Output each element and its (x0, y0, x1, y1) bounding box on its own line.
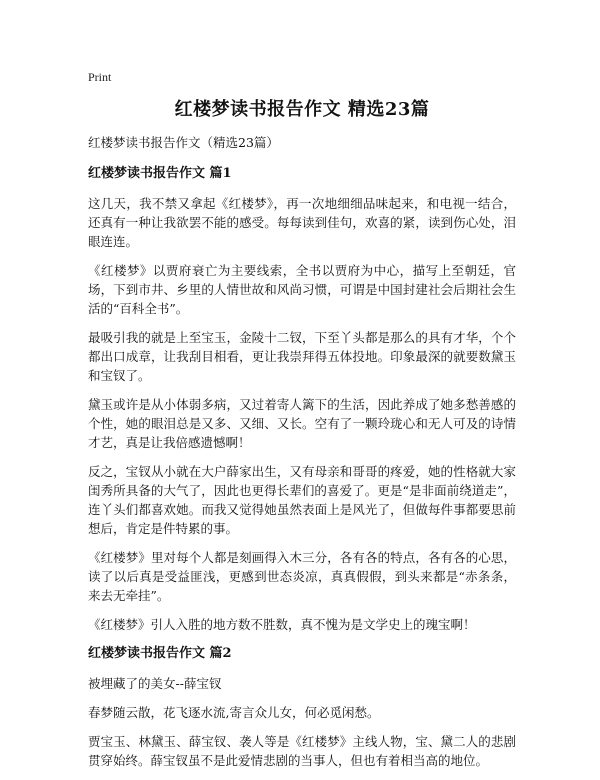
paragraph: 《红楼梦》以贾府衰亡为主要线索，全书以贾府为中心，描写上至朝廷，官场，下到市井、乡里的人情世故和风尚习惯，可谓是中国封建社会后期社会生活的“百科全书”。 (88, 263, 516, 316)
paragraph: 春梦随云散，花飞逐水流,寄言众儿女，何必觅闲愁。 (88, 705, 380, 720)
paragraph: 最吸引我的就是上至宝玉，金陵十二钗，下至丫头都是那么的具有才华，个个都出口成章，让我刮目相看，更让我崇拜得五体投地。印象最深的就要数黛玉和宝钗了。 (88, 330, 516, 383)
print-link[interactable]: Print (88, 70, 112, 84)
paragraph: 《红楼梦》引人入胜的地方数不胜数，真不愧为是文学史上的瑰宝啊！ (88, 617, 476, 632)
paragraph: 《红楼梦》里对每个人都是刻画得入木三分，各有各的特点，各有各的心思，读了以后真是受益匪浅，更感到世态炎凉，真真假假，到头来都是“赤条条，来去无牵挂”。 (88, 550, 516, 603)
document-title: 红楼梦读书报告作文 精选23篇 (174, 99, 430, 120)
document-page (88, 68, 516, 780)
section-heading: 红楼梦读书报告作文 篇2 (88, 646, 232, 661)
section-heading: 红楼梦读书报告作文 篇1 (88, 166, 232, 181)
paragraph: 被埋藏了的美女--薛宝钗 (88, 676, 222, 691)
paragraph: 这几天，我不禁又拿起《红楼梦》，再一次地细细品味起来，和电视一结合，还真有一种让我欲罢不能的感受。每每读到佳句，欢喜的紧，读到伤心处，泪眼连连。 (88, 196, 516, 249)
section-1 (88, 164, 516, 634)
document-subtitle: 红楼梦读书报告作文（精选23篇） (88, 135, 279, 150)
paragraph: 反之，宝钗从小就在大户薛家出生，又有母亲和哥哥的疼爱，她的性格就大家闺秀所具备的大气了，因此也更得长辈们的喜爱了。更是“是非面前绕道走”，连丫头们都喜欢她。而我又觉得她虽然表面上是风光了，但做每件事都要思前想后，肯定是件特累的事。 (88, 464, 516, 536)
paragraph: 贾宝玉、林黛玉、薛宝钗、袭人等是《红楼梦》主线人物，宝、黛二人的悲剧贯穿始终。薛宝钗虽不是此爱情悲剧的当事人，但也有着相当高的地位。 (88, 734, 516, 768)
paragraph: 黛玉或许是从小体弱多病，又过着寄人篱下的生活，因此养成了她多愁善感的个性，她的眼泪总是又多、又细、又长。空有了一颗玲珑心和无人可及的诗情才艺，真是让我倍感遗憾啊！ (88, 397, 516, 450)
section-2 (88, 644, 516, 770)
